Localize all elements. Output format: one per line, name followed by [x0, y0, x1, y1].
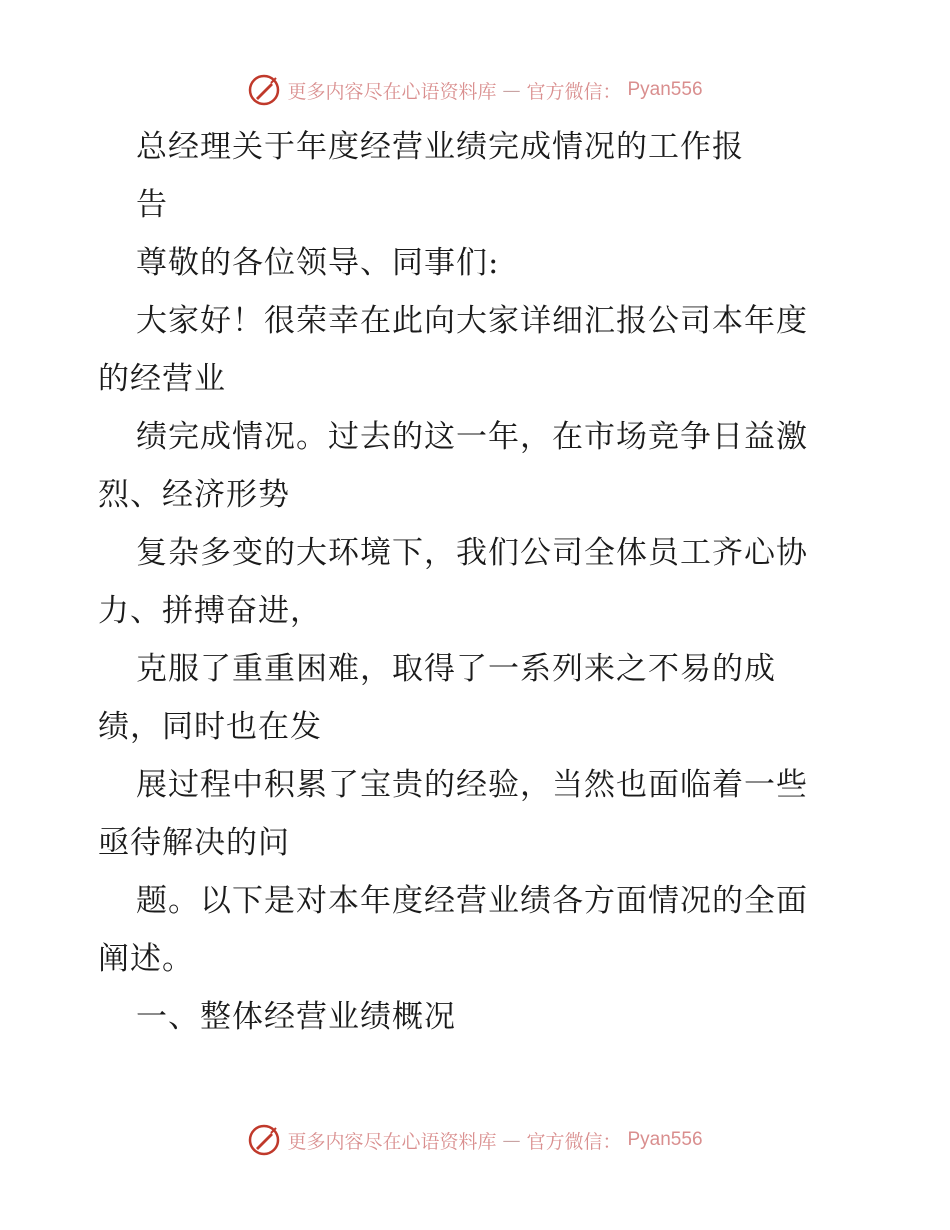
footer-wechat-label: 官方微信：	[526, 1130, 622, 1153]
paragraph-line: 复杂多变的大环境下，我们公司全体员工齐心协	[136, 535, 808, 571]
footer-banner	[0, 1120, 950, 1160]
header-banner	[0, 70, 950, 110]
document-title-line-1: 总经理关于年度经营业绩完成情况的工作报	[136, 129, 744, 165]
header-site-text: 更多内容尽在心语资料库	[287, 80, 497, 103]
footer-wechat-id: Pyan556	[627, 1129, 703, 1150]
paragraph-line: 烈、经济形势	[98, 477, 290, 513]
paragraph-line: 题。以下是对本年度经营业绩各方面情况的全面	[136, 883, 808, 919]
paragraph-line: 的经营业	[98, 361, 226, 397]
header-wechat-id: Pyan556	[627, 79, 703, 100]
quill-logo-icon	[247, 73, 281, 107]
paragraph-line: 亟待解决的问	[98, 825, 290, 861]
document-body	[98, 118, 858, 1046]
paragraph-line: 绩，同时也在发	[98, 709, 322, 745]
paragraph-line: 力、拼搏奋进，	[98, 593, 322, 629]
quill-logo-icon	[247, 1123, 281, 1157]
paragraph-line: 绩完成情况。过去的这一年，在市场竞争日益激	[136, 419, 808, 455]
footer-separator: —	[502, 1129, 521, 1151]
paragraph-line: 阐述。	[98, 941, 194, 977]
salutation: 尊敬的各位领导、同事们:	[136, 245, 500, 281]
paragraph-line: 大家好！很荣幸在此向大家详细汇报公司本年度	[136, 303, 808, 339]
paragraph-line: 展过程中积累了宝贵的经验，当然也面临着一些	[136, 767, 808, 803]
section-heading: 一、整体经营业绩概况	[136, 999, 456, 1035]
document-title-line-2: 告	[136, 187, 168, 223]
footer-site-text: 更多内容尽在心语资料库	[287, 1130, 497, 1153]
paragraph-line: 克服了重重困难，取得了一系列来之不易的成	[136, 651, 776, 687]
header-wechat-label: 官方微信：	[526, 80, 622, 103]
header-separator: —	[502, 79, 521, 101]
